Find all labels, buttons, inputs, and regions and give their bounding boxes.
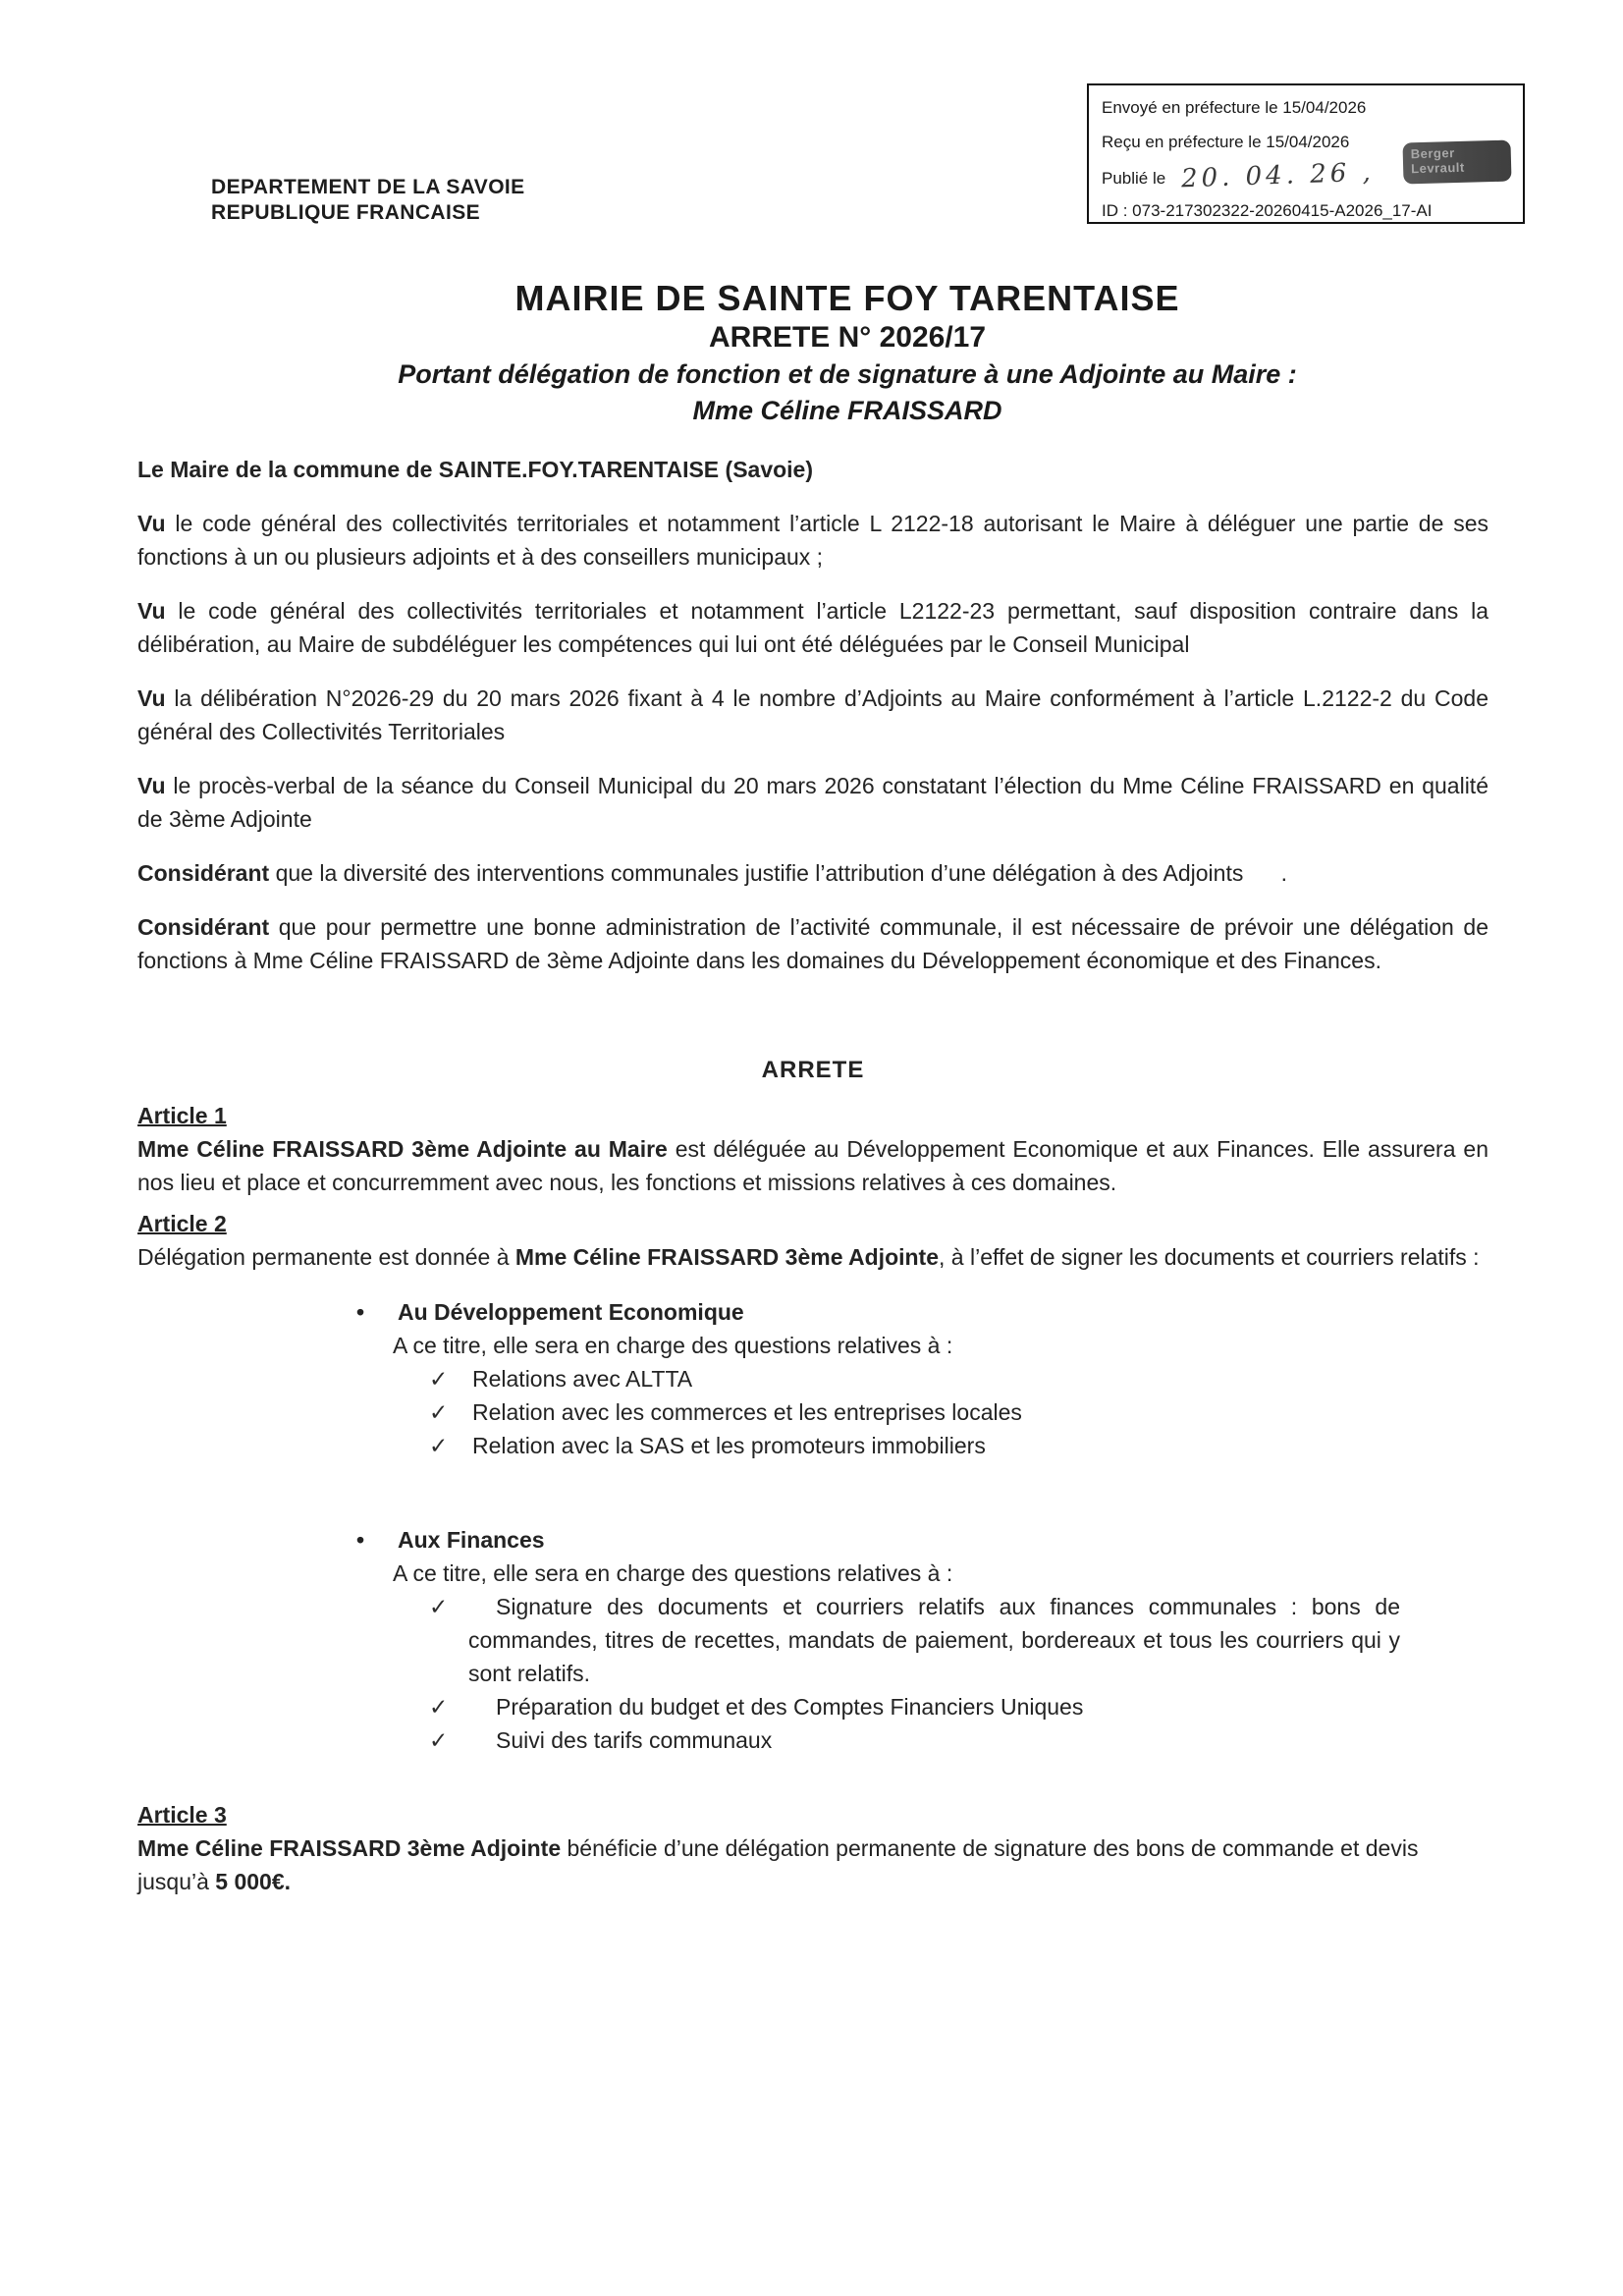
recital-vu-3 bbox=[137, 682, 1488, 748]
article3-text: bénéficie d’une délégation permanente de signature des bons de commande et devis jusqu’à bbox=[137, 1835, 1419, 1894]
logo-line-levrault: Levrault bbox=[1410, 159, 1465, 177]
list-item-text: Suivi des tarifs communaux bbox=[496, 1727, 773, 1753]
bullet-icon: • bbox=[356, 1527, 365, 1553]
check-icon: ✓ bbox=[429, 1433, 449, 1458]
check-list-finances bbox=[429, 1590, 1400, 1757]
bullet-group-developpement bbox=[137, 1295, 1488, 1462]
bullet-group-finances bbox=[137, 1523, 1488, 1757]
check-icon: ✓ bbox=[429, 1594, 449, 1619]
check-icon: ✓ bbox=[429, 1399, 449, 1425]
stamp-sent-line: Envoyé en préfecture le 15/04/2026 bbox=[1102, 98, 1367, 117]
recital-considerant-1 bbox=[137, 856, 1488, 890]
recital-text: que pour permettre une bonne administration de l’activité communale, il est nécessaire de prévoir une délégation de fonctions à Mme Céline FRAISSARD de 3ème Adjointe dans les domaines du Développement économique et des Finances. bbox=[137, 914, 1488, 973]
stamp-published-label: Publié le bbox=[1102, 169, 1166, 188]
stamp-published-date-handwritten: 20. 04. 26 , bbox=[1180, 157, 1376, 194]
recital-lead: Vu bbox=[137, 598, 166, 624]
stamp-id-line: ID : 073-217302322-20260415-A2026_17-AI bbox=[1102, 201, 1433, 220]
recital-text: le code général des collectivités territoriales et notamment l’article L2122-23 permettant, sauf disposition contraire dans la délibération, au Maire de subdéléguer les compétences qui lui ont été déléguées par le Conseil Municipal bbox=[137, 598, 1488, 657]
bullet-intro: A ce titre, elle sera en charge des questions relatives à : bbox=[393, 1333, 953, 1358]
mairie-title: MAIRIE DE SAINTE FOY TARENTAISE bbox=[514, 278, 1180, 318]
subject-line-2: Mme Céline FRAISSARD bbox=[692, 396, 1002, 425]
recital-lead: Considérant bbox=[137, 914, 270, 940]
article1-bold: Mme Céline FRAISSARD 3ème Adjointe au Maire bbox=[137, 1136, 668, 1162]
list-item bbox=[429, 1690, 1400, 1723]
recital-lead: Vu bbox=[137, 511, 166, 536]
recital-considerant-2 bbox=[137, 910, 1488, 977]
article2-pre: Délégation permanente est donnée à bbox=[137, 1244, 515, 1270]
article1-text: est déléguée au Développement Economique et aux Finances. Elle assurera en nos lieu et place et concurremment avec nous, les fonctions et missions relatives à ces domaines. bbox=[137, 1136, 1488, 1195]
article1-body bbox=[137, 1132, 1488, 1199]
list-item-text: Relation avec la SAS et les promoteurs immobiliers bbox=[472, 1433, 986, 1458]
recital-text: que la diversité des interventions communales justifie l’attribution d’une délégation à des Adjoints . bbox=[269, 860, 1288, 886]
recital-text: le code général des collectivités territoriales et notamment l’article L 2122-18 autorisant le Maire à déléguer une partie de ses fonctions à un ou plusieurs adjoints et à des conseillers municipaux ; bbox=[137, 511, 1488, 570]
bullet-title: Au Développement Economique bbox=[398, 1299, 744, 1325]
document-body bbox=[137, 0, 1488, 1898]
article2-post: , à l’effet de signer les documents et courriers relatifs : bbox=[939, 1244, 1480, 1270]
list-item-text: Signature des documents et courriers relatifs aux finances communales : bons de commandes, titres de recettes, mandats de paiement, bordereaux et tous les courriers qui y sont relatifs. bbox=[468, 1594, 1400, 1686]
recital-text: la délibération N°2026-29 du 20 mars 2026 fixant à 4 le nombre d’Adjoints au Maire conformément à l’article L.2122-2 du Code général des Collectivités Territoriales bbox=[137, 685, 1488, 744]
list-item bbox=[429, 1429, 1488, 1462]
recital-lead: Vu bbox=[137, 773, 166, 798]
check-list-developpement bbox=[429, 1362, 1488, 1462]
recital-vu-2 bbox=[137, 594, 1488, 661]
list-item bbox=[429, 1362, 1488, 1395]
subject-line-1: Portant délégation de fonction et de signature à une Adjointe au Maire : bbox=[398, 359, 1297, 389]
check-icon: ✓ bbox=[429, 1727, 449, 1753]
article2-body bbox=[137, 1240, 1488, 1274]
bullet-title-row bbox=[356, 1295, 1488, 1329]
bullet-title-row bbox=[356, 1523, 1488, 1557]
department-name: DEPARTEMENT DE LA SAVOIE bbox=[211, 176, 525, 198]
recital-text: le procès-verbal de la séance du Conseil Municipal du 20 mars 2026 constatant l’élection du Mme Céline FRAISSARD en qualité de 3ème Adjointe bbox=[137, 773, 1488, 832]
republic-name: REPUBLIQUE FRANCAISE bbox=[211, 201, 481, 224]
stamp-received-line: Reçu en préfecture le 15/04/2026 bbox=[1102, 133, 1350, 151]
recital-vu-4 bbox=[137, 769, 1488, 836]
list-item bbox=[429, 1723, 1400, 1757]
article3-body bbox=[137, 1831, 1488, 1898]
article3-heading: Article 3 bbox=[137, 1802, 227, 1828]
recital-vu-1 bbox=[137, 507, 1488, 574]
arrete-heading: ARRETE bbox=[761, 1057, 865, 1083]
bullet-title: Aux Finances bbox=[398, 1527, 545, 1553]
article3-amount: 5 000€. bbox=[215, 1869, 292, 1894]
list-item-text: Relations avec ALTTA bbox=[472, 1366, 693, 1392]
list-item bbox=[429, 1395, 1488, 1429]
recital-lead: Vu bbox=[137, 685, 166, 711]
list-item-text: Préparation du budget et des Comptes Financiers Uniques bbox=[496, 1694, 1084, 1720]
list-item bbox=[429, 1590, 1400, 1690]
check-icon: ✓ bbox=[429, 1366, 449, 1392]
article2-heading: Article 2 bbox=[137, 1211, 227, 1236]
list-item-text: Relation avec les commerces et les entreprises locales bbox=[472, 1399, 1022, 1425]
mayor-intro: Le Maire de la commune de SAINTE.FOY.TARENTAISE (Savoie) bbox=[137, 457, 814, 482]
bullet-icon: • bbox=[356, 1299, 365, 1325]
recital-lead: Considérant bbox=[137, 860, 270, 886]
article2-bold: Mme Céline FRAISSARD 3ème Adjointe bbox=[514, 1244, 940, 1270]
bullet-intro: A ce titre, elle sera en charge des questions relatives à : bbox=[393, 1560, 953, 1586]
arrete-number: ARRETE N° 2026/17 bbox=[708, 321, 987, 354]
article1-heading: Article 1 bbox=[137, 1103, 227, 1128]
logo-line-berger: Berger bbox=[1410, 145, 1455, 162]
article3-bold: Mme Céline FRAISSARD 3ème Adjointe bbox=[137, 1835, 562, 1861]
check-icon: ✓ bbox=[429, 1694, 449, 1720]
